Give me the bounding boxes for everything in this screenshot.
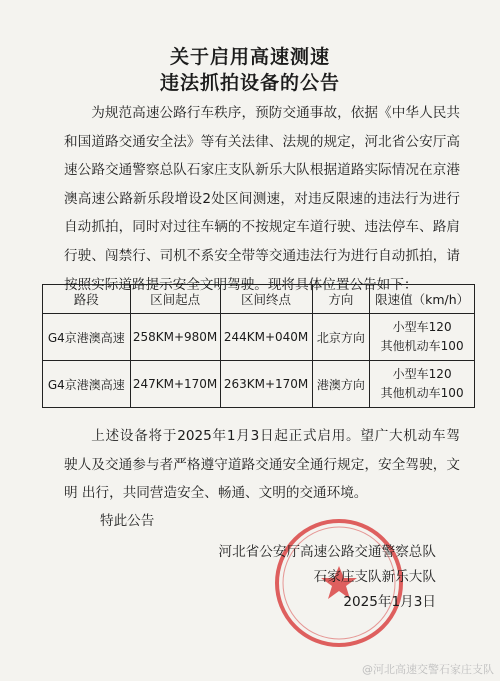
- cell-direction: 港澳方向: [312, 361, 370, 408]
- limit-small-car: 小型车120: [392, 320, 452, 334]
- cell-road: G4京港澳高速: [43, 314, 131, 361]
- notice-paragraph: 上述设备将于2025年1月3日起正式启用。望广大机动车驾 驶人及交通参与者严格遵守道路交通安全通行规定，安全驾驶，文明 出行，共同营造安全、畅通、文明的交通环境。: [64, 428, 460, 502]
- header-road: 路段: [43, 285, 131, 314]
- header-direction: 方向: [312, 285, 370, 314]
- cell-limit: [370, 314, 475, 361]
- table-row: [43, 361, 475, 408]
- title-line-1: 关于启用高速测速: [169, 46, 330, 68]
- limit-other-vehicles: 其他机动车100: [380, 386, 464, 400]
- cell-limit: [370, 361, 475, 408]
- limit-small-car: 小型车120: [392, 367, 452, 381]
- signature-line-2: 石家庄支队新乐大队: [313, 569, 436, 585]
- cell-direction: 北京方向: [312, 314, 370, 361]
- cell-start: 258KM+980M: [130, 314, 220, 361]
- title-line-2: 违法抓拍设备的公告: [159, 72, 340, 94]
- header-limit: 限速值（km/h）: [370, 285, 475, 314]
- header-start: 区间起点: [130, 285, 220, 314]
- cell-end: 244KM+040M: [220, 314, 312, 361]
- limit-other-vehicles: 其他机动车100: [380, 339, 464, 353]
- closing-text: 特此公告: [100, 513, 155, 529]
- table-header-row: [43, 285, 475, 314]
- intro-paragraph: 为规范高速公路行车秩序，预防交通事故，依据《中华人民共和国道路交通安全法》等有关法律、法规的规定，河北省公安厅高速公路交通警察总队石家庄支队新乐大队根据道路实际情况在京港澳高速公路新乐段增设2处区间测速，对违反限速的违法行为进行自动抓拍，同时对过往车辆的不按规定车道行驶、违法停车、路肩行驶、闯禁行、司机不系安全带等交通违法行为进行自动抓拍，请按照实际道路提示安全文明驾驶。现将具体位置公告如下：: [64, 105, 460, 293]
- header-end: 区间终点: [220, 285, 312, 314]
- table-row: [43, 314, 475, 361]
- cell-start: 247KM+170M: [130, 361, 220, 408]
- watermark: @河北高速交警石家庄支队: [362, 663, 494, 676]
- cell-end: 263KM+170M: [220, 361, 312, 408]
- signature-line-1: 河北省公安厅高速公路交通警察总队: [218, 544, 436, 560]
- signature-date: 2025年1月3日: [343, 594, 436, 610]
- location-table: [42, 284, 475, 408]
- cell-road: G4京港澳高速: [43, 361, 131, 408]
